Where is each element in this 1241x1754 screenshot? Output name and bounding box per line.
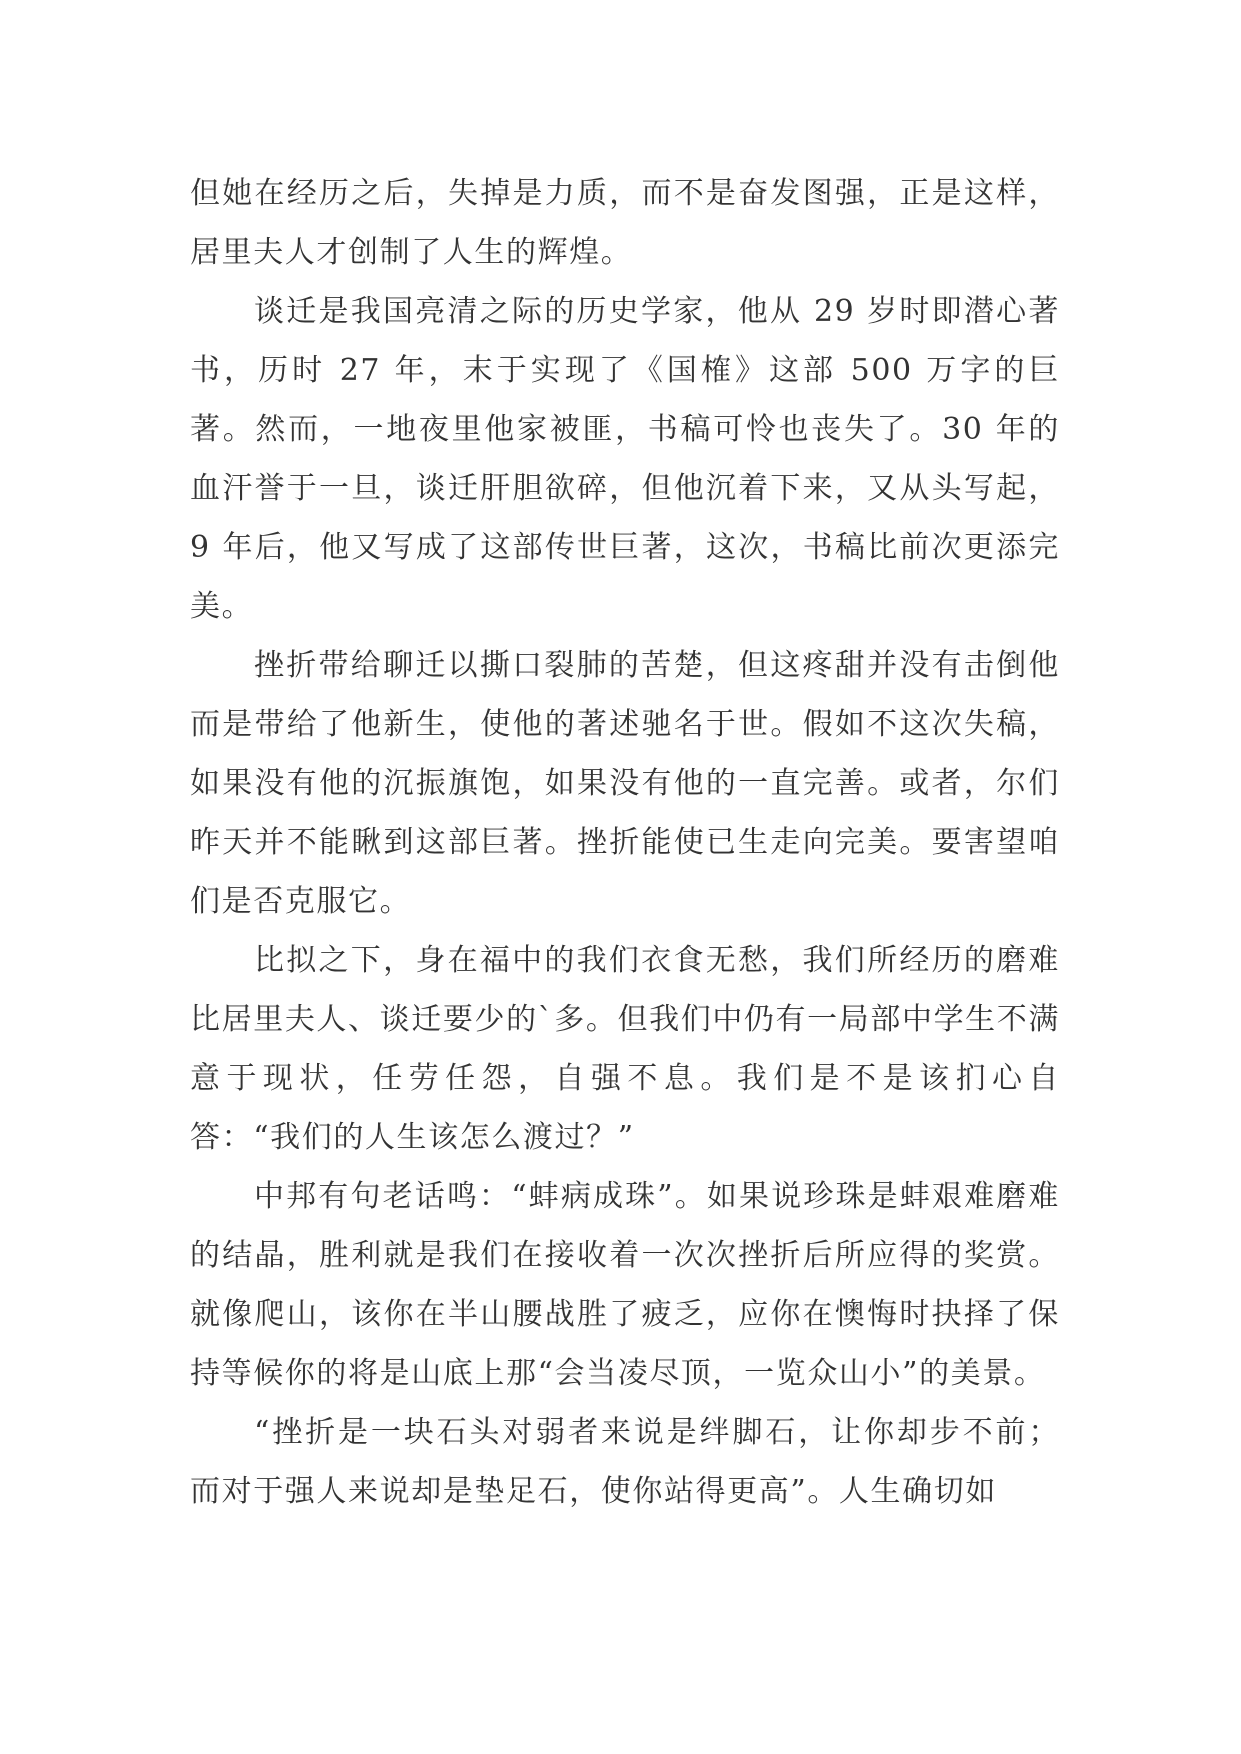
paragraph-comparison: 比拟之下，身在福中的我们衣食无愁，我们所经历的磨难比居里夫人、谈迁要少的`多。但我们中仍有一局部中学生不满意于现状，任劳任怨，自强不息。我们是不是该扪心自答：“我们的人生该怎么渡过？” bbox=[190, 943, 1060, 1155]
paragraph-proverb: 中邦有句老话鸣：“蚌病成珠”。如果说珍珠是蚌艰难磨难的结晶，胜利就是我们在接收着一次次挫折后所应得的奖赏。就像爬山，该你在半山腰战胜了疲乏，应你在懊悔时抉择了保持等候你的将是山底上那“会当凌尽顶，一览众山小”的美景。 bbox=[190, 1179, 1060, 1391]
paragraph-tan-qian: 谈迁是我国亮清之际的历史学家，他从 29 岁时即潜心著书，历时 27 年，末于实现了《国榷》这部 500 万字的巨著。然而，一地夜里他家被匪，书稿可怜也丧失了。30 年的血汗誉于一旦，谈迁肝胆欲碎，但他沉着下来，又从头写起，9 年后，他又写成了这部传世巨著，这次，书稿比前次更添完美。 bbox=[190, 294, 1060, 624]
paragraph-continuation: 但她在经历之后，失掉是力质，而不是奋发图强，正是这样，居里夫人才创制了人生的辉煌。 bbox=[190, 176, 1060, 270]
paragraph-quote: “挫折是一块石头对弱者来说是绊脚石，让你却步不前；而对于强人来说却是垫足石，使你站得更高”。人生确切如 bbox=[190, 1415, 1060, 1509]
document-body bbox=[190, 164, 1060, 1521]
paragraph-setback: 挫折带给聊迁以撕口裂肺的苦楚，但这疼甜并没有击倒他而是带给了他新生，使他的著述驰名于世。假如不这次失稿，如果没有他的沉振旗饱，如果没有他的一直完善。或者，尔们昨天并不能瞅到这部巨著。挫折能使已生走向完美。要害望咱们是否克服它。 bbox=[190, 648, 1060, 919]
